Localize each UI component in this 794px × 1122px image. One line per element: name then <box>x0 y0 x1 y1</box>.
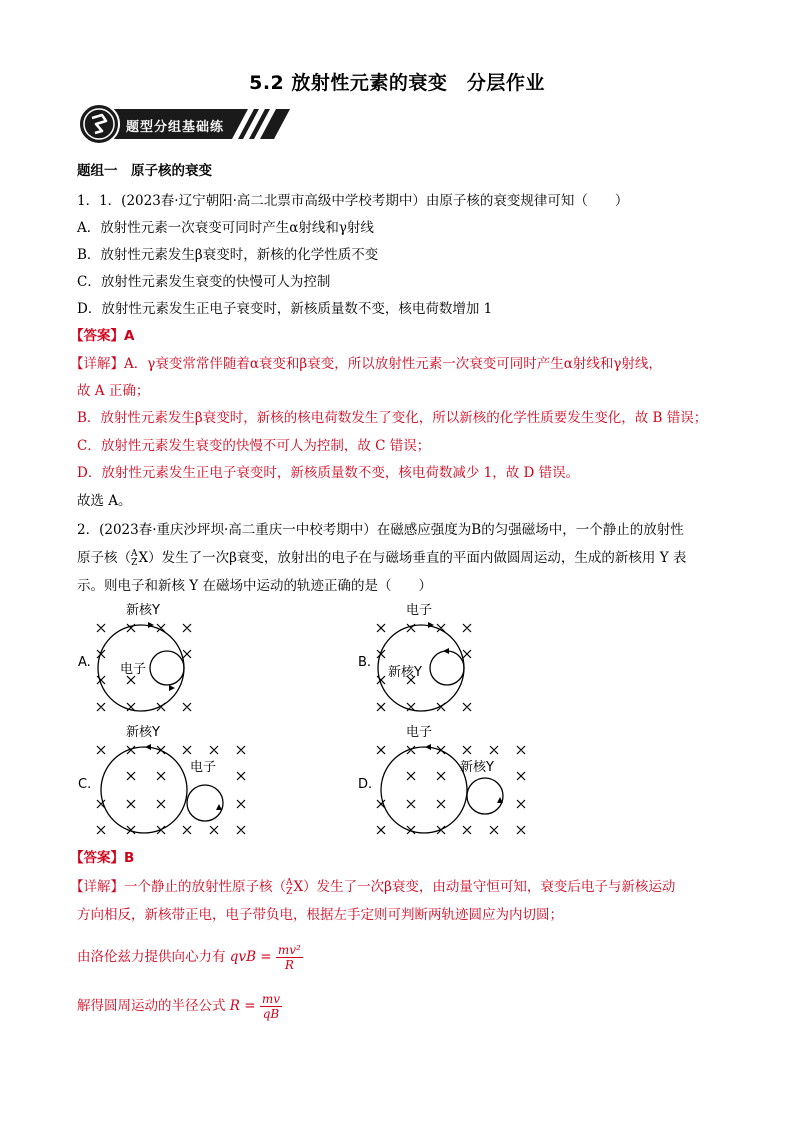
eq-label: 解得圆周运动的半径公式 <box>77 998 226 1014</box>
small-orbit-label: 新核Y <box>388 665 422 680</box>
page-title: 5.2 放射性元素的衰变 分层作业 <box>249 72 545 94</box>
answer-tag: 【答案】 <box>70 850 124 866</box>
q2-stem-1: 2．(2023春·重庆沙坪坝·高二重庆一中校考期中）在磁感应强度为B的匀强磁场中，一个静止的放射性 <box>77 522 684 538</box>
q1-detail-4: C．放射性元素发生衰变的快慢不可人为控制，故 C 错误； <box>77 438 431 454</box>
eq-lhs: R = <box>229 998 256 1014</box>
section-heading: 题组一 原子核的衰变 <box>77 163 212 179</box>
stem-suffix: ） <box>148 550 162 566</box>
q1-option-d: D．放射性元素发生正电子衰变时，新核质量数不变，核电荷数增加 1 <box>77 301 493 317</box>
nucleus-letter: X <box>293 879 304 895</box>
big-orbit-label: 电子 <box>406 603 433 618</box>
nucleus-symbol: A Z <box>286 877 293 897</box>
small-orbit-label: 电子 <box>190 760 217 775</box>
q2-stem-3: 示。则电子和新核 Y 在磁场中运动的轨迹正确的是（ ） <box>77 578 432 594</box>
detail-suffix: ）发生了一次β衰变，由动量守恒可知，衰变后电子与新核运动 <box>303 879 676 895</box>
small-orbit <box>187 785 223 821</box>
diagram-b <box>350 600 490 724</box>
nucleus-symbol: A Z <box>131 548 138 568</box>
small-orbit <box>430 651 464 685</box>
option-letter: D. <box>358 777 373 792</box>
big-orbit <box>101 747 187 833</box>
big-orbit-label: 电子 <box>406 725 433 740</box>
q1-detail-1: 【详解】A．γ衰变常常伴随着α衰变和β衰变，所以放射性元素一次衰变可同时产生α射线和γ射线， <box>70 356 662 372</box>
answer-tag: 【答案】 <box>70 328 124 344</box>
stem-prefix: 原子核（ <box>77 550 131 566</box>
q1-detail-2: 故 A 正确； <box>77 383 150 399</box>
q2-detail-2: 方向相反，新核带正电，电子带负电，根据左手定则可判断两轨迹圆应为内切圆； <box>77 907 563 923</box>
q2-equation-1 <box>77 943 303 972</box>
q1-detail-6: 故选 A。 <box>77 493 132 509</box>
answer-value: A <box>124 328 135 344</box>
q1-option-b: B．放射性元素发生β衰变时，新核的化学性质不变 <box>77 247 379 263</box>
big-orbit <box>381 747 467 833</box>
small-orbit <box>150 651 184 685</box>
diagram-d <box>350 722 540 846</box>
diagram-a <box>70 600 210 724</box>
detail-prefix: 【详解】一个静止的放射性原子核（ <box>70 879 286 895</box>
q1-detail-3: B．放射性元素发生β衰变时，新核的核电荷数发生了变化，所以新核的化学性质要发生变化，故 B 错误； <box>77 410 708 426</box>
q1-option-a: A．放射性元素一次衰变可同时产生α射线和γ射线 <box>77 220 374 236</box>
eq-label: 由洛伦兹力提供向心力有 <box>77 949 226 965</box>
small-orbit <box>467 778 503 814</box>
q2-detail-1 <box>70 877 675 897</box>
banner-label: 题型分组基础练 <box>126 120 225 135</box>
diagram-c <box>70 722 260 846</box>
answer-value: B <box>124 850 135 866</box>
q2-stem-2 <box>77 548 686 568</box>
small-orbit-label: 电子 <box>120 662 147 677</box>
eq-fraction: $\frac{\text{mv²}}{R}$ <box>277 943 301 972</box>
field-crosses <box>377 746 525 834</box>
q1-detail-5: D．放射性元素发生正电子衰变时，新核质量数不变，核电荷数减少 1，故 D 错误。 <box>77 465 580 481</box>
field-crosses <box>97 746 245 834</box>
big-orbit-label: 新核Y <box>126 725 160 740</box>
option-letter: B. <box>358 655 372 670</box>
eq-fraction: $\frac{mv}{qB}$ <box>261 992 281 1021</box>
q1-stem: 1．1．(2023春·辽宁朝阳·高二北票市高级中学校考期中）由原子核的衰变规律可知（ ） <box>77 193 629 209</box>
small-orbit-label: 新核Y <box>460 760 494 775</box>
eq-lhs: qvB = <box>229 949 272 965</box>
stem-rest: 发生了一次β衰变，放射出的电子在与磁场垂直的平面内做圆周运动，生成的新核用 Y 表 <box>161 550 687 566</box>
option-letter: C. <box>78 777 92 792</box>
q2-equation-2 <box>77 992 282 1021</box>
q1-answer <box>70 326 134 346</box>
option-letter: A. <box>78 655 91 670</box>
q2-answer <box>70 848 134 868</box>
q1-option-c: C．放射性元素发生衰变的快慢可人为控制 <box>77 274 331 290</box>
nucleus-letter: X <box>138 550 149 566</box>
big-orbit-label: 新核Y <box>126 603 160 618</box>
